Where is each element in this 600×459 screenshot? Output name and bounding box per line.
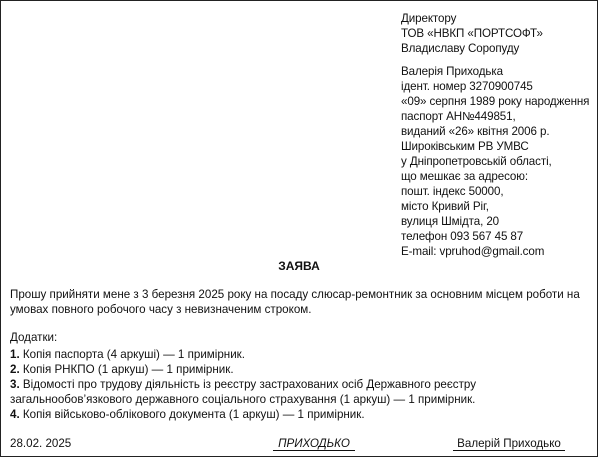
applicant-postal-code: пошт. індекс 50000,	[401, 185, 504, 198]
addressee-position: Директору	[401, 12, 457, 25]
applicant-passport-authority: Широківським РВ УМВС	[401, 140, 529, 153]
signature: ПРИХОДЬКО	[273, 437, 355, 451]
attachments-heading: Додатки:	[10, 331, 58, 344]
applicant-birth-date: «09» серпня 1989 року народження	[401, 95, 590, 108]
addressee-name: Владиславу Соропуду	[401, 42, 520, 55]
attachment-item	[10, 347, 592, 362]
attachment-number: 4.	[10, 408, 20, 421]
applicant-passport-issued: виданий «26» квітня 2006 р.	[401, 125, 550, 138]
attachment-item	[10, 362, 592, 377]
addressee-spacer	[401, 56, 591, 64]
attachment-item	[10, 407, 592, 422]
signature-date: 28.02. 2025	[10, 437, 72, 450]
applicant-email: E-mail: vpruhod@gmail.com	[401, 245, 545, 258]
applicant-address-label: що мешкає за адресою:	[401, 170, 528, 183]
applicant-name: Валерія Приходька	[401, 65, 503, 78]
applicant-passport-region: у Дніпропетровській області,	[401, 155, 552, 168]
attachment-number: 3.	[10, 378, 20, 391]
applicant-street: вулиця Шмідта, 20	[401, 215, 500, 228]
request-paragraph: Прошу прийняти мене з 3 березня 2025 року на посаду слюсар-ремонтник за основним місцем роботи на умовах повного робочого часу з невизначеним строком.	[10, 288, 580, 316]
attachment-text: Відомості про трудову діяльність із реєстру застрахованих осіб Державного реєстру загальнообов’язкового державного соціального страхування (1 аркуш) — 1 примірник.	[10, 378, 477, 406]
applicant-city: місто Кривий Ріг,	[401, 200, 489, 213]
document-title: ЗАЯВА	[278, 259, 320, 273]
attachment-text: Копія військово-облікового документа (1 аркуш) — 1 примірник.	[19, 408, 365, 421]
applicant-phone: телефон 093 567 45 87	[401, 230, 524, 243]
attachment-number: 2.	[10, 363, 20, 376]
signatory-name: Валерій Приходько	[453, 437, 565, 451]
addressee-block	[401, 11, 591, 259]
applicant-passport: паспорт АН№449851,	[401, 110, 516, 123]
applicant-tax-id: ідент. номер 3270900745	[401, 80, 533, 93]
addressee-company: ТОВ «НВКП «ПОРТСОФТ»	[401, 27, 543, 40]
attachment-text: Копія паспорта (4 аркуші) — 1 примірник.	[19, 348, 245, 361]
attachments-list	[10, 347, 592, 422]
attachment-item	[10, 377, 592, 407]
attachment-number: 1.	[10, 348, 20, 361]
attachment-text: Копія РНКПО (1 аркуш) — 1 примірник.	[19, 363, 234, 376]
